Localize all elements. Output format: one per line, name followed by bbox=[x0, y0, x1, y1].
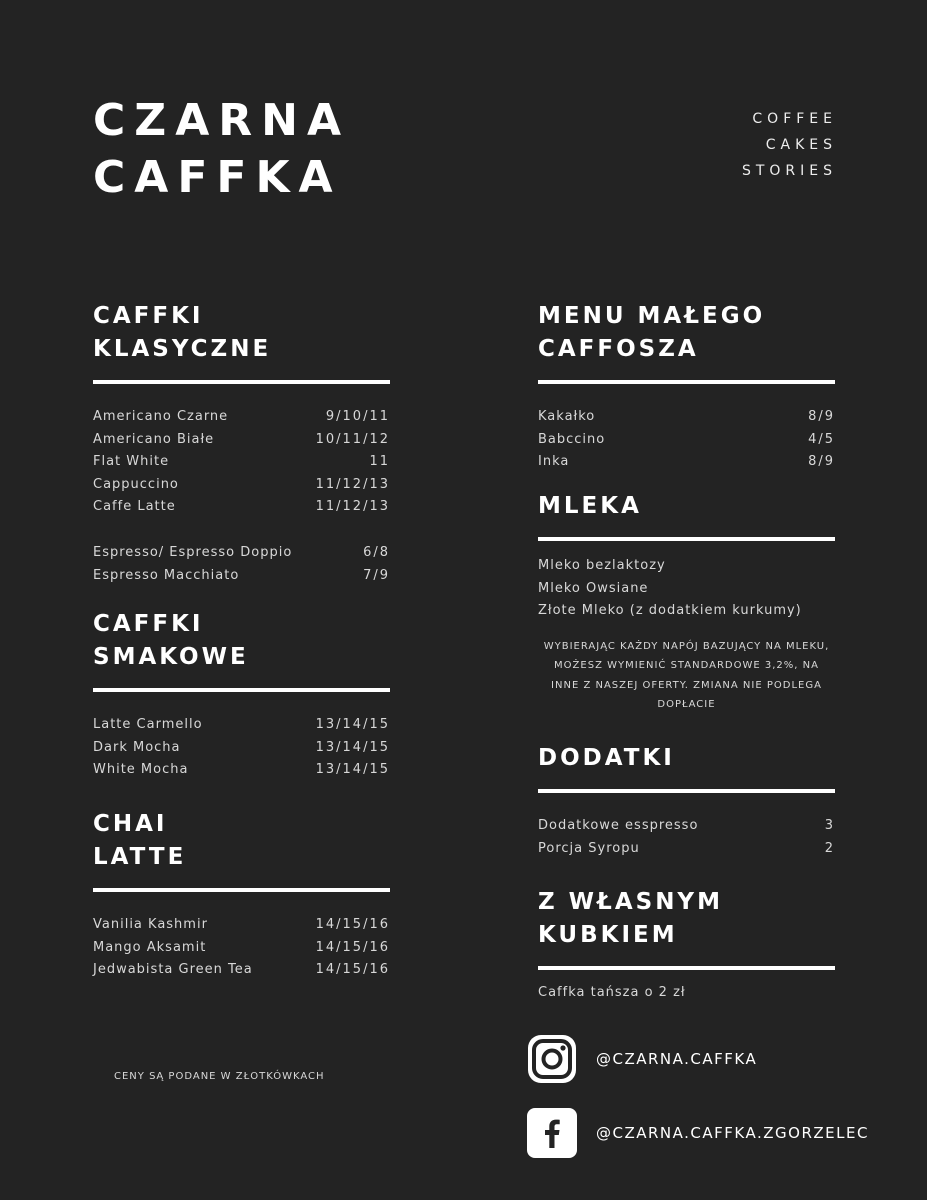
section-caffki-klasyczne bbox=[93, 300, 390, 587]
menu-item bbox=[538, 555, 835, 578]
section-divider bbox=[538, 789, 835, 793]
section-caffki-smakowe bbox=[93, 608, 390, 782]
section-title: MLEKA bbox=[538, 493, 642, 519]
section-title-line: SMAKOWE bbox=[93, 644, 249, 670]
section-divider bbox=[538, 380, 835, 384]
menu-item-price: 14/15/16 bbox=[315, 962, 390, 978]
section-title-line: MENU MAŁEGO bbox=[538, 303, 766, 329]
menu-item bbox=[93, 496, 390, 519]
section-title-line: Z WŁASNYM bbox=[538, 889, 723, 915]
menu-item-name: Espresso Macchiato bbox=[93, 567, 240, 583]
menu-item-name: Babccino bbox=[538, 431, 606, 447]
menu-item-price: 8/9 bbox=[808, 454, 835, 470]
menu-item bbox=[93, 914, 390, 937]
section-title bbox=[93, 608, 390, 674]
menu-item-name: Złote Mleko (z dodatkiem kurkumy) bbox=[538, 603, 802, 619]
section-mleka bbox=[538, 490, 835, 715]
menu-item-name: Inka bbox=[538, 454, 570, 470]
menu-item bbox=[93, 937, 390, 960]
section-divider bbox=[538, 537, 835, 541]
menu-list bbox=[93, 406, 390, 587]
section-divider bbox=[93, 688, 390, 692]
menu-item-name: Dark Mocha bbox=[93, 739, 181, 755]
menu-list bbox=[538, 555, 835, 623]
spacer bbox=[93, 519, 390, 542]
menu-item-name: Espresso/ Espresso Doppio bbox=[93, 544, 293, 560]
menu-item-price: 6/8 bbox=[363, 544, 390, 560]
brand-line-1: CZARNA bbox=[93, 95, 351, 146]
section-chai-latte bbox=[93, 808, 390, 982]
section-title bbox=[538, 300, 835, 366]
instagram-icon[interactable] bbox=[527, 1034, 577, 1084]
menu-item bbox=[538, 578, 835, 601]
section-z-wlasnym-kubkiem bbox=[538, 886, 835, 1005]
menu-item-name: Americano Białe bbox=[93, 431, 215, 447]
menu-item bbox=[538, 982, 835, 1005]
section-title bbox=[538, 886, 835, 952]
facebook-handle[interactable]: @CZARNA.CAFFKA.ZGORZELEC bbox=[596, 1124, 869, 1142]
menu-item-price: 3 bbox=[824, 818, 835, 833]
facebook-icon[interactable] bbox=[527, 1108, 577, 1158]
menu-item bbox=[538, 838, 835, 861]
section-divider bbox=[93, 380, 390, 384]
tagline-item: COFFEE bbox=[752, 111, 837, 127]
menu-item bbox=[93, 959, 390, 982]
menu-item bbox=[538, 600, 835, 623]
menu-item bbox=[93, 429, 390, 452]
facebook-link[interactable] bbox=[527, 1108, 869, 1158]
menu-item-name: White Mocha bbox=[93, 762, 189, 778]
menu-item-price: 11/12/13 bbox=[315, 499, 390, 515]
menu-item-name: Flat White bbox=[93, 454, 170, 470]
menu-item-price: 9/10/11 bbox=[325, 409, 390, 424]
milk-substitution-note: WYBIERAJĄC KAŻDY NAPÓJ BAZUJĄCY NA MLEKU, MOŻESZ WYMIENIĆ STANDARDOWE 3,2%, NA INNE Z NASZEJ OFERTY. ZMIANA NIE PODLEGA DOPŁACIE bbox=[543, 640, 830, 711]
menu-item bbox=[93, 406, 390, 429]
menu-item-price: 11/12/13 bbox=[315, 476, 390, 492]
instagram-link[interactable] bbox=[527, 1034, 757, 1084]
section-title-line: CAFFKI bbox=[93, 611, 204, 637]
menu-item-name: Caffka tańsza o 2 zł bbox=[538, 985, 686, 1000]
menu-item bbox=[93, 759, 390, 782]
section-title-line: KUBKIEM bbox=[538, 922, 678, 948]
brand-line-2: CAFFKA bbox=[93, 152, 342, 203]
menu-list bbox=[93, 714, 390, 782]
menu-item-name: Kakałko bbox=[538, 409, 596, 424]
section-title-line: KLASYCZNE bbox=[93, 336, 272, 362]
section-title-line: LATTE bbox=[93, 844, 187, 870]
menu-item-name: Vanilia Kashmir bbox=[93, 917, 208, 932]
section-divider bbox=[538, 966, 835, 970]
section-title: DODATKI bbox=[538, 745, 675, 771]
menu-item-price: 14/15/16 bbox=[315, 917, 390, 932]
menu-item bbox=[538, 815, 835, 838]
section-title-line: CAFFKI bbox=[93, 303, 204, 329]
menu-item-price: 8/9 bbox=[808, 409, 835, 424]
section-menu-malego-caffosza bbox=[538, 300, 835, 474]
menu-item-price: 7/9 bbox=[363, 567, 390, 583]
menu-list bbox=[538, 815, 835, 860]
brand-title bbox=[93, 92, 350, 206]
menu-item-name: Caffe Latte bbox=[93, 499, 176, 515]
menu-item bbox=[93, 474, 390, 497]
section-title-line: CAFFOSZA bbox=[538, 336, 699, 362]
menu-item-name: Porcja Syropu bbox=[538, 840, 640, 856]
prices-currency-note: CENY SĄ PODANE W ZŁOTKÓWKACH bbox=[114, 1071, 325, 1082]
instagram-handle[interactable]: @CZARNA.CAFFKA bbox=[596, 1050, 758, 1068]
menu-item-name: Mleko bezlaktozy bbox=[538, 558, 666, 573]
menu-item bbox=[93, 737, 390, 760]
section-title bbox=[93, 300, 390, 366]
menu-item-price: 13/14/15 bbox=[315, 762, 390, 778]
menu-item-price: 4/5 bbox=[808, 431, 835, 447]
menu-item-price: 10/11/12 bbox=[315, 431, 390, 447]
menu-item-price: 13/14/15 bbox=[315, 717, 390, 732]
menu-item-name: Dodatkowe esspresso bbox=[538, 818, 699, 833]
menu-item-name: Mango Aksamit bbox=[93, 939, 207, 955]
tagline-item: STORIES bbox=[741, 163, 837, 179]
menu-item-name: Mleko Owsiane bbox=[538, 580, 649, 596]
menu-list bbox=[93, 914, 390, 982]
menu-item bbox=[93, 565, 390, 588]
menu-item bbox=[93, 542, 390, 565]
menu-item-name: Cappuccino bbox=[93, 476, 179, 492]
tagline-item: CAKES bbox=[765, 137, 837, 153]
menu-item-price: 2 bbox=[824, 840, 835, 856]
menu-item bbox=[538, 451, 835, 474]
menu-item bbox=[93, 714, 390, 737]
section-title bbox=[93, 808, 390, 874]
menu-item-price: 14/15/16 bbox=[315, 939, 390, 955]
section-dodatki bbox=[538, 742, 835, 860]
menu-item-name: Americano Czarne bbox=[93, 409, 229, 424]
menu-item bbox=[93, 451, 390, 474]
tagline bbox=[742, 106, 837, 184]
menu-item-price: 13/14/15 bbox=[315, 739, 390, 755]
menu-item bbox=[538, 406, 835, 429]
menu-item bbox=[538, 429, 835, 452]
section-divider bbox=[93, 888, 390, 892]
menu-item-name: Latte Carmello bbox=[93, 717, 203, 732]
menu-list bbox=[538, 982, 835, 1005]
menu-item-price: 11 bbox=[369, 454, 390, 470]
menu-item-name: Jedwabista Green Tea bbox=[93, 962, 253, 978]
section-title-line: CHAI bbox=[93, 811, 168, 837]
menu-list bbox=[538, 406, 835, 474]
